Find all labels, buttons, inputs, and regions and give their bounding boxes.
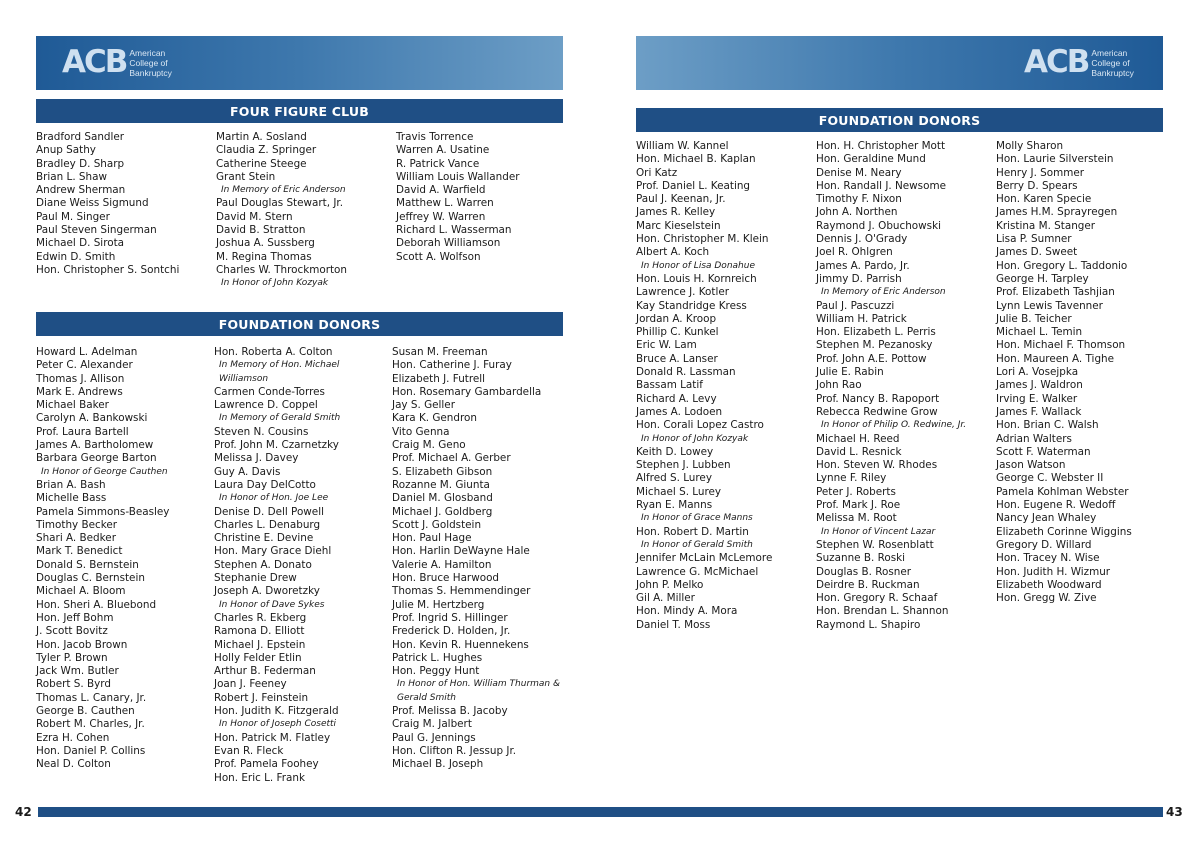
donor-name: Michael J. Epstein — [214, 638, 306, 651]
donor-name: Shari A. Bedker — [36, 532, 116, 545]
donor-name: Scott F. Waterman — [996, 445, 1091, 458]
donor-name: Douglas C. Bernstein — [36, 572, 145, 585]
donor-name: Charles L. Denaburg — [214, 518, 321, 531]
donor-name: Hon. Corali Lopez Castro — [636, 419, 764, 432]
donor-name: Phillip C. Kunkel — [636, 326, 719, 339]
donor-name: Deborah Williamson — [396, 237, 501, 250]
donor-name: Anup Sathy — [36, 144, 96, 157]
donor-name: Denise D. Dell Powell — [214, 505, 324, 518]
donor-name: Carmen Conde-Torres — [214, 385, 325, 398]
donor-name: Hon. Eric L. Frank — [214, 771, 305, 784]
ffc-column-1 — [36, 131, 179, 277]
donor-name: Hon. H. Christopher Mott — [816, 140, 946, 152]
donor-name: Hon. Peggy Hunt — [392, 665, 480, 678]
donor-name: Michael H. Reed — [816, 432, 900, 445]
donor-name: Hon. Clifton R. Jessup Jr. — [392, 744, 517, 757]
donor-name: Michael J. Goldberg — [392, 505, 493, 518]
donor-tribute-note: In Honor of Hon. Joe Lee — [219, 493, 329, 504]
donor-name: Arthur B. Federman — [214, 665, 316, 678]
donor-name: Ramona D. Elliott — [214, 625, 305, 638]
donor-name: Hon. Sheri A. Bluebond — [36, 598, 157, 611]
donor-name: Daniel T. Moss — [636, 618, 711, 631]
donor-name: Craig M. Geno — [392, 439, 466, 452]
donor-name: Jennifer McLain McLemore — [636, 552, 773, 565]
donor-name: William Louis Wallander — [396, 170, 520, 183]
donor-name: Vito Genna — [392, 425, 450, 438]
donor-name: Diane Weiss Sigmund — [36, 197, 149, 210]
donor-name: Robert M. Charles, Jr. — [36, 718, 145, 731]
donor-name: Claudia Z. Springer — [216, 144, 317, 157]
donor-name: Stephen M. Pezanosky — [816, 339, 933, 352]
donor-name: George C. Webster II — [996, 472, 1104, 485]
donor-name: George B. Cauthen — [36, 705, 135, 718]
donor-name: Craig M. Jalbert — [392, 718, 472, 731]
donor-name: Steven N. Cousins — [214, 425, 309, 438]
donor-name: Travis Torrence — [396, 131, 474, 143]
donor-name: Michael S. Lurey — [636, 485, 722, 498]
donor-name: Michael D. Sirota — [36, 237, 125, 250]
donor-name: Hon. Brian C. Walsh — [996, 419, 1099, 432]
logo-words: American College of Bankruptcy — [129, 47, 172, 78]
donor-name: Warren A. Usatine — [396, 144, 490, 157]
donor-name: Hon. Judith K. Fitzgerald — [214, 705, 339, 718]
donor-name: Thomas L. Canary, Jr. — [36, 691, 147, 704]
donor-name: Bradley D. Sharp — [36, 157, 125, 170]
donor-name: Hon. Daniel P. Collins — [36, 744, 146, 757]
donor-name: Hon. Harlin DeWayne Hale — [392, 545, 530, 558]
donor-name: Julie M. Hertzberg — [392, 598, 485, 611]
donor-name: Tyler P. Brown — [36, 651, 108, 664]
donor-name: Irving E. Walker — [996, 392, 1078, 405]
donor-name: Holly Felder Etlin — [214, 651, 302, 664]
donor-name: Joshua A. Sussberg — [216, 237, 315, 250]
donor-name: Brian A. Bash — [36, 478, 106, 491]
donor-name: Matthew L. Warren — [396, 197, 494, 210]
donor-name: Lisa P. Sumner — [996, 233, 1072, 246]
acb-logo-right — [1024, 44, 1134, 80]
donor-name: Prof. Melissa B. Jacoby — [392, 705, 508, 718]
donor-name: Jay S. Geller — [392, 399, 455, 412]
donor-name: Lawrence J. Kotler — [636, 286, 730, 299]
donor-name: William H. Patrick — [816, 312, 907, 325]
donor-name: James F. Wallack — [996, 405, 1082, 418]
page-number-left: 42 — [15, 805, 32, 819]
donor-name: George H. Tarpley — [996, 272, 1089, 285]
donor-name: Prof. John M. Czarnetzky — [214, 439, 339, 452]
donor-name: John Rao — [816, 379, 862, 392]
donor-name: Lawrence D. Coppel — [214, 399, 318, 412]
donor-name: John A. Northen — [816, 206, 898, 219]
donor-name: Peter C. Alexander — [36, 359, 133, 372]
right-footer-bar — [600, 807, 1163, 817]
donor-name: Hon. Randall J. Newsome — [816, 179, 946, 192]
donor-name: Hon. Patrick M. Flatley — [214, 731, 331, 744]
donor-name: Stephen J. Lubben — [636, 459, 731, 472]
left-fd-column-2 — [214, 346, 340, 785]
donor-name: Christine E. Devine — [214, 532, 314, 545]
donor-name: Bradford Sandler — [36, 131, 125, 143]
donor-name: David A. Warfield — [396, 184, 486, 197]
donor-name: Scott J. Goldstein — [392, 518, 482, 531]
donor-name: Thomas S. Hemmendinger — [392, 585, 531, 598]
donor-tribute-note: In Memory of Hon. Michael — [219, 360, 340, 371]
donor-name: M. Regina Thomas — [216, 250, 312, 263]
donor-name: Valerie A. Hamilton — [392, 558, 492, 571]
donor-name: Hon. Jacob Brown — [36, 638, 128, 651]
donor-name: Frederick D. Holden, Jr. — [392, 625, 511, 638]
donor-name: Peter J. Roberts — [816, 485, 896, 498]
donor-name: Eric W. Lam — [636, 339, 697, 352]
donor-name: Hon. Judith H. Wizmur — [996, 565, 1111, 578]
donor-name: Jimmy D. Parrish — [816, 272, 902, 285]
donor-name: Barbara George Barton — [36, 452, 157, 465]
donor-name: Michael B. Joseph — [392, 758, 484, 771]
donor-name: James J. Waldron — [996, 379, 1083, 392]
donor-name: Raymond J. Obuchowski — [816, 219, 941, 232]
donor-tribute-note: In Honor of Dave Sykes — [219, 599, 325, 610]
donor-tribute-note: In Honor of John Kozyak — [641, 433, 749, 444]
donor-name: Kara K. Gendron — [392, 412, 477, 425]
donor-name: Michael Baker — [36, 399, 109, 412]
donor-name: Donald S. Bernstein — [36, 558, 139, 571]
donor-name: Hon. Kevin R. Huennekens — [392, 638, 529, 651]
donor-tribute-note: In Honor of Gerald Smith — [641, 539, 753, 550]
donor-name: Lynn Lewis Tavenner — [996, 299, 1103, 312]
donor-name: J. Scott Bovitz — [36, 625, 108, 638]
donor-name: Michael L. Temin — [996, 326, 1083, 339]
page-number-right: 43 — [1166, 805, 1183, 819]
donor-tribute-note: In Honor of Joseph Cosetti — [219, 719, 337, 730]
donor-name: Hon. Elizabeth L. Perris — [816, 326, 936, 339]
donor-name: Lawrence G. McMichael — [636, 565, 759, 578]
donor-name: Elizabeth Woodward — [996, 578, 1102, 591]
donor-name: R. Patrick Vance — [396, 157, 480, 170]
donor-name: Robert J. Feinstein — [214, 691, 309, 704]
donor-name: Charles R. Ekberg — [214, 611, 307, 624]
donor-name: Paul J. Keenan, Jr. — [636, 193, 726, 206]
donor-name: Hon. Gregg W. Zive — [996, 592, 1097, 605]
donor-name: Hon. Paul Hage — [392, 532, 472, 545]
donor-name: Hon. Michael B. Kaplan — [636, 153, 756, 166]
donor-name: Hon. Louis H. Kornreich — [636, 272, 757, 285]
donor-tribute-note: Williamson — [219, 373, 269, 384]
donor-name: Pamela Kohlman Webster — [996, 485, 1129, 498]
donor-name: Hon. Roberta A. Colton — [214, 346, 333, 358]
donor-name: Jeffrey W. Warren — [396, 210, 486, 223]
donor-name: Henry J. Sommer — [996, 166, 1085, 179]
donor-name: Paul Douglas Stewart, Jr. — [216, 197, 344, 210]
donor-name: Prof. Michael A. Gerber — [392, 452, 511, 465]
donor-name: Hon. Geraldine Mund — [816, 153, 926, 166]
donor-name: Brian L. Shaw — [36, 170, 107, 183]
donor-name: Hon. Rosemary Gambardella — [392, 385, 542, 398]
donor-name: James A. Lodoen — [636, 405, 723, 418]
donor-name: Hon. Laurie Silverstein — [996, 153, 1114, 166]
donor-name: Hon. Mary Grace Diehl — [214, 545, 332, 558]
donor-name: Keith D. Lowey — [636, 445, 714, 458]
donor-name: Melissa M. Root — [816, 512, 897, 525]
logo-words: American College of Bankruptcy — [1091, 47, 1134, 78]
donor-name: Lori A. Vosejpka — [996, 366, 1079, 379]
donor-name: Gregory D. Willard — [996, 538, 1092, 551]
donor-name: Timothy Becker — [36, 518, 118, 531]
donor-name: Joan J. Feeney — [214, 678, 287, 691]
donor-name: Denise M. Neary — [816, 166, 902, 179]
logo-mark: ACB — [1024, 44, 1089, 80]
donor-name: Hon. Maureen A. Tighe — [996, 352, 1115, 365]
donor-name: James R. Kelley — [636, 206, 716, 219]
donor-name: Hon. Tracey N. Wise — [996, 552, 1100, 565]
donor-name: Lynne F. Riley — [816, 472, 887, 485]
donor-name: Dennis J. O'Grady — [816, 233, 908, 246]
donor-name: Paul J. Pascuzzi — [816, 299, 895, 312]
donor-name: James D. Sweet — [996, 246, 1078, 259]
right-fd-column-2 — [816, 140, 966, 632]
donor-name: Paul Steven Singerman — [36, 224, 157, 237]
donor-name: Richard A. Levy — [636, 392, 717, 405]
left-footer-bar — [38, 807, 600, 817]
donor-name: Julie B. Teicher — [996, 312, 1072, 325]
donor-name: David L. Resnick — [816, 445, 902, 458]
donor-name: James A. Pardo, Jr. — [816, 259, 910, 272]
donor-name: Marc Kieselstein — [636, 219, 721, 232]
donor-name: Hon. Brendan L. Shannon — [816, 605, 949, 618]
donor-name: James H.M. Sprayregen — [996, 206, 1118, 219]
donor-name: Michelle Bass — [36, 492, 107, 505]
donor-tribute-note: In Memory of Eric Anderson — [221, 185, 346, 196]
donor-name: Donald R. Lassman — [636, 366, 736, 379]
donor-name: Hon. Catherine J. Furay — [392, 359, 512, 372]
donor-name: Catherine Steege — [216, 157, 307, 170]
donor-name: Guy A. Davis — [214, 465, 281, 478]
donor-name: Thomas J. Allison — [36, 372, 125, 385]
left-fd-column-3 — [392, 346, 560, 772]
donor-name: Scott A. Wolfson — [396, 250, 481, 263]
donor-tribute-note: In Honor of George Cauthen — [41, 466, 168, 477]
donor-name: Jordan A. Kroop — [636, 312, 717, 325]
donor-name: Hon. Michael F. Thomson — [996, 339, 1126, 352]
four-figure-club-header: FOUR FIGURE CLUB — [36, 99, 563, 123]
donor-name: Deirdre B. Ruckman — [816, 578, 920, 591]
ffc-column-3 — [396, 131, 520, 264]
donor-name: Grant Stein — [216, 170, 276, 183]
donor-name: Martin A. Sosland — [216, 131, 307, 143]
donor-name: Rozanne M. Giunta — [392, 478, 490, 491]
donor-name: John P. Melko — [636, 578, 704, 591]
donor-name: Raymond L. Shapiro — [816, 618, 921, 631]
donor-name: Kay Standridge Kress — [636, 299, 747, 312]
donor-name: Kristina M. Stanger — [996, 219, 1096, 232]
donor-name: Stephen W. Rosenblatt — [816, 538, 934, 551]
donor-name: Mark T. Benedict — [36, 545, 123, 558]
donor-name: James A. Bartholomew — [36, 439, 154, 452]
donor-name: Neal D. Colton — [36, 758, 111, 771]
donor-name: Prof. Nancy B. Rapoport — [816, 392, 940, 405]
donor-name: Ryan E. Manns — [636, 499, 713, 512]
donor-name: Paul G. Jennings — [392, 731, 476, 744]
donor-name: Hon. Christopher S. Sontchi — [36, 263, 180, 276]
donor-name: Prof. Laura Bartell — [36, 425, 129, 438]
donor-name: Jason Watson — [996, 459, 1066, 472]
donor-name: Patrick L. Hughes — [392, 651, 483, 664]
donor-name: Gil A. Miller — [636, 592, 695, 605]
donor-name: Bruce A. Lanser — [636, 352, 718, 365]
donor-name: David M. Stern — [216, 210, 293, 223]
donor-tribute-note: In Honor of Vincent Lazar — [821, 526, 936, 537]
donor-name: Rebecca Redwine Grow — [816, 405, 938, 418]
donor-name: Joseph A. Dworetzky — [214, 585, 320, 598]
donor-name: Prof. Mark J. Roe — [816, 499, 901, 512]
donor-name: Michael A. Bloom — [36, 585, 126, 598]
donor-name: Laura Day DelCotto — [214, 478, 316, 491]
donor-name: Alfred S. Lurey — [636, 472, 712, 485]
donor-name: Stephanie Drew — [214, 572, 297, 585]
donor-name: Mark E. Andrews — [36, 385, 123, 398]
donor-name: Jack Wm. Butler — [36, 665, 119, 678]
donor-name: Carolyn A. Bankowski — [36, 412, 148, 425]
donor-name: Berry D. Spears — [996, 179, 1078, 192]
right-fd-column-3 — [996, 140, 1132, 605]
donor-name: Richard L. Wasserman — [396, 224, 512, 237]
donor-name: Nancy Jean Whaley — [996, 512, 1097, 525]
donor-name: Daniel M. Glosband — [392, 492, 493, 505]
acb-logo-left — [62, 44, 172, 80]
donor-name: David B. Stratton — [216, 224, 306, 237]
donor-name: S. Elizabeth Gibson — [392, 465, 493, 478]
left-foundation-donors-header: FOUNDATION DONORS — [36, 312, 563, 336]
donor-name: Albert A. Koch — [636, 246, 710, 259]
donor-name: Edwin D. Smith — [36, 250, 116, 263]
donor-name: Joel R. Ohlgren — [816, 246, 893, 259]
right-foundation-donors-header: FOUNDATION DONORS — [636, 108, 1163, 132]
donor-tribute-note: In Honor of John Kozyak — [221, 278, 329, 289]
donor-tribute-note: In Honor of Hon. William Thurman & — [397, 679, 561, 690]
donor-name: Adrian Walters — [996, 432, 1072, 445]
donor-name: Prof. Elizabeth Tashjian — [996, 286, 1115, 299]
donor-name: Prof. Daniel L. Keating — [636, 179, 751, 192]
donor-name: Prof. Ingrid S. Hillinger — [392, 611, 508, 624]
donor-name: Molly Sharon — [996, 140, 1064, 152]
donor-name: Prof. Pamela Foohey — [214, 758, 319, 771]
donor-name: Hon. Robert D. Martin — [636, 525, 749, 538]
donor-name: Hon. Eugene R. Wedoff — [996, 499, 1116, 512]
donor-name: Hon. Steven W. Rhodes — [816, 459, 938, 472]
donor-tribute-note: In Honor of Philip O. Redwine, Jr. — [821, 420, 967, 431]
donor-tribute-note: In Memory of Gerald Smith — [219, 413, 341, 424]
donor-name: Hon. Christopher M. Klein — [636, 233, 769, 246]
donor-name: Paul M. Singer — [36, 210, 110, 223]
donor-name: Stephen A. Donato — [214, 558, 312, 571]
donor-name: Charles W. Throckmorton — [216, 263, 347, 276]
donor-name: Timothy F. Nixon — [816, 193, 902, 206]
donor-name: Hon. Mindy A. Mora — [636, 605, 738, 618]
donor-tribute-note: In Memory of Eric Anderson — [821, 287, 946, 298]
right-fd-column-1 — [636, 140, 772, 632]
donor-name: Prof. John A.E. Pottow — [816, 352, 927, 365]
donor-name: Elizabeth J. Futrell — [392, 372, 486, 385]
donor-name: Robert S. Byrd — [36, 678, 111, 691]
ffc-column-2 — [216, 131, 347, 291]
donor-name: Evan R. Fleck — [214, 744, 284, 757]
donor-name: Pamela Simmons-Beasley — [36, 505, 170, 518]
logo-mark: ACB — [62, 44, 127, 80]
donor-name: Andrew Sherman — [36, 184, 126, 197]
donor-name: Bassam Latif — [636, 379, 703, 392]
donor-name: Ezra H. Cohen — [36, 731, 110, 744]
left-fd-column-1 — [36, 346, 169, 772]
donor-name: Hon. Gregory R. Schaaf — [816, 592, 938, 605]
donor-name: Julie E. Rabin — [816, 366, 884, 379]
donor-tribute-note: In Honor of Lisa Donahue — [641, 260, 755, 271]
donor-tribute-note: In Honor of Grace Manns — [641, 513, 753, 524]
donor-name: Hon. Jeff Bohm — [36, 611, 114, 624]
donor-tribute-note: Gerald Smith — [397, 692, 457, 703]
donor-name: Hon. Karen Specie — [996, 193, 1092, 206]
donor-name: Hon. Gregory L. Taddonio — [996, 259, 1128, 272]
donor-name: Ori Katz — [636, 166, 678, 179]
donor-name: Douglas B. Rosner — [816, 565, 912, 578]
donor-name: Elizabeth Corinne Wiggins — [996, 525, 1132, 538]
donor-name: Melissa J. Davey — [214, 452, 299, 465]
donor-name: Hon. Bruce Harwood — [392, 572, 500, 585]
donor-name: Suzanne B. Roski — [816, 552, 906, 565]
donor-name: Howard L. Adelman — [36, 346, 138, 358]
donor-name: Susan M. Freeman — [392, 346, 488, 358]
donor-name: William W. Kannel — [636, 140, 729, 152]
